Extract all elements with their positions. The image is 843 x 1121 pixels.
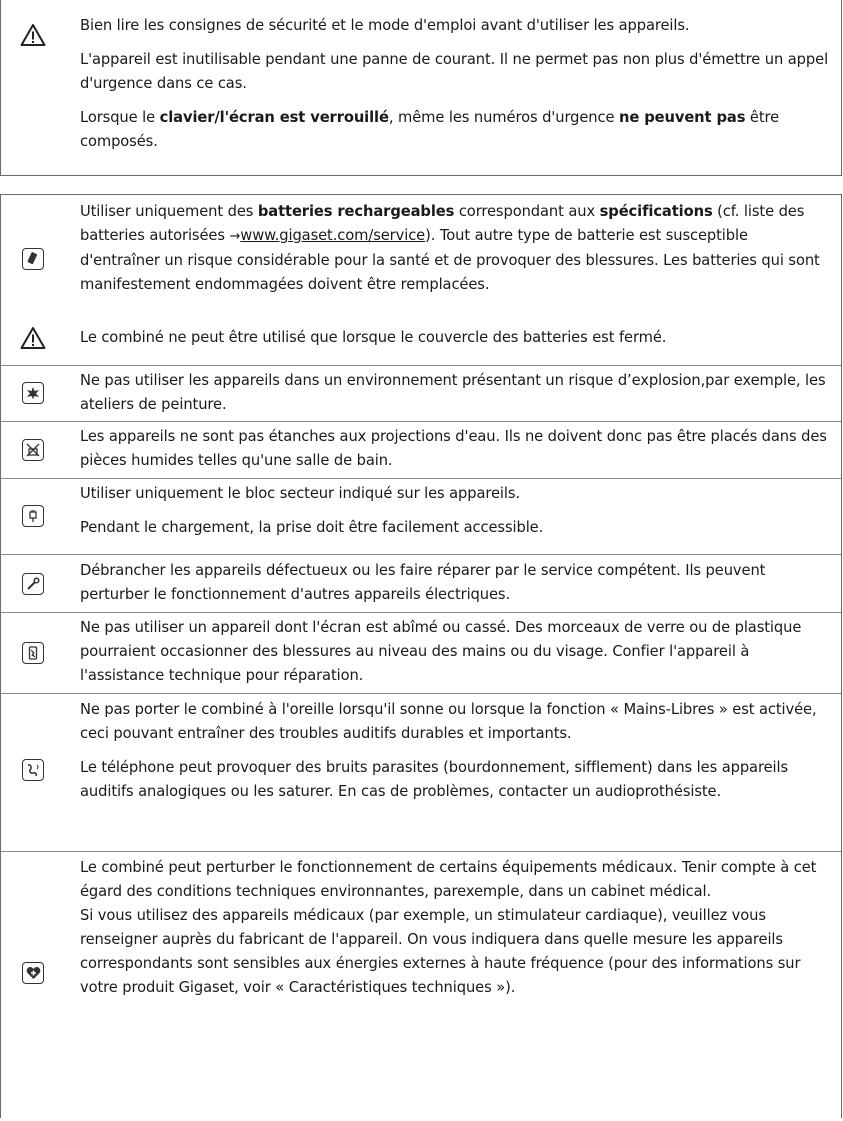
broken-screen-icon	[20, 640, 46, 666]
warning-icon	[20, 325, 46, 351]
water-text: Les appareils ne sont pas étanches aux projections d'eau. Ils ne doivent donc pas être placés dans des pièces humides telles qu'une salle de bain.	[80, 428, 827, 469]
row-explosion	[1, 365, 841, 421]
defect-text: Débrancher les appareils défectueux ou les faire réparer par le service compétent. Ils peuvent perturber le fonctionnement d'autres appareils électriques.	[80, 562, 766, 603]
notice-paragraph: Bien lire les consignes de sécurité et le mode d'emploi avant d'utiliser les appareils.	[80, 17, 690, 34]
arrow-icon: →	[229, 229, 241, 244]
batteries-text: Utiliser uniquement des batteries rechargeables correspondant aux spécifications (cf. liste des batteries autorisées →www.gigaset.com/service). Tout autre type de batterie est susceptible d'entraîner un risque considérable pour la santé et de provoquer des blessures. Les batteries qui sont manifestement endommagées doivent être remplacées.	[80, 203, 820, 293]
notice-paragraph: Lorsque le clavier/l'écran est verrouillé, même les numéros d'urgence ne peuvent pas être composés.	[80, 109, 780, 150]
notice-paragraph: L'appareil est inutilisable pendant une panne de courant. Il ne permet pas non plus d'émettre un appel d'urgence dans ce cas.	[80, 51, 829, 92]
row-medical	[1, 851, 841, 1121]
medical-text: Le combiné peut perturber le fonctionnement de certains équipements médicaux. Tenir compte à cet égard des conditions techniques environnantes, parexemple, dans un cabinet médical. Si vous utilisez des appareils médicaux (par exemple, un stimulateur cardiaque), veuillez vous renseigner auprès du fabricant de l'appareil. On vous indiquera dans quelle mesure les appareils correspondants sont sensibles aux énergies externes à haute fréquence (pour des informations sur votre produit Gigaset, voir « Caractéristiques techniques »).	[80, 859, 817, 996]
row-batteries	[1, 195, 841, 365]
warning-icon	[20, 22, 46, 48]
medical-heart-icon	[20, 960, 46, 986]
safety-table	[0, 194, 842, 1118]
service-link[interactable]: www.gigaset.com/service	[240, 227, 426, 244]
handset-ear-icon	[20, 757, 46, 783]
power-text: Utiliser uniquement le bloc secteur indiqué sur les appareils. Pendant le chargement, la prise doit être facilement accessible.	[80, 485, 544, 536]
battery-icon	[20, 246, 46, 272]
power-plug-icon	[20, 503, 46, 529]
explosion-text: Ne pas utiliser les appareils dans un environnement présentant un risque d’explosion,par exemple, les ateliers de peinture.	[80, 372, 826, 413]
safety-notice-box	[0, 0, 842, 176]
screen-text: Ne pas utiliser un appareil dont l'écran est abîmé ou cassé. Des morceaux de verre ou de plastique pourraient occasionner des blessures au niveau des mains ou du visage. Confier l'appareil à l'assistance technique pour réparation.	[80, 619, 802, 684]
explosion-icon	[20, 380, 46, 406]
safety-notice-text	[80, 14, 832, 154]
row-power-supply	[1, 478, 841, 554]
wrench-icon	[20, 571, 46, 597]
row-defect	[1, 554, 841, 612]
row-water	[1, 421, 841, 478]
hearing-text: Ne pas porter le combiné à l'oreille lorsqu'il sonne ou lorsque la fonction « Mains-Libres » est activée, ceci pouvant entraîner des troubles auditifs durables et importants. Le téléphone peut provoquer des bruits parasites (bourdonnement, sifflement) dans les appareils auditifs analogiques ou les saturer. En cas de problèmes, contacter un audioprothésiste.	[80, 701, 817, 800]
no-water-icon	[20, 437, 46, 463]
cover-text: Le combiné ne peut être utilisé que lorsque le couvercle des batteries est fermé.	[80, 329, 667, 346]
row-hearing	[1, 693, 841, 851]
row-broken-screen	[1, 612, 841, 693]
